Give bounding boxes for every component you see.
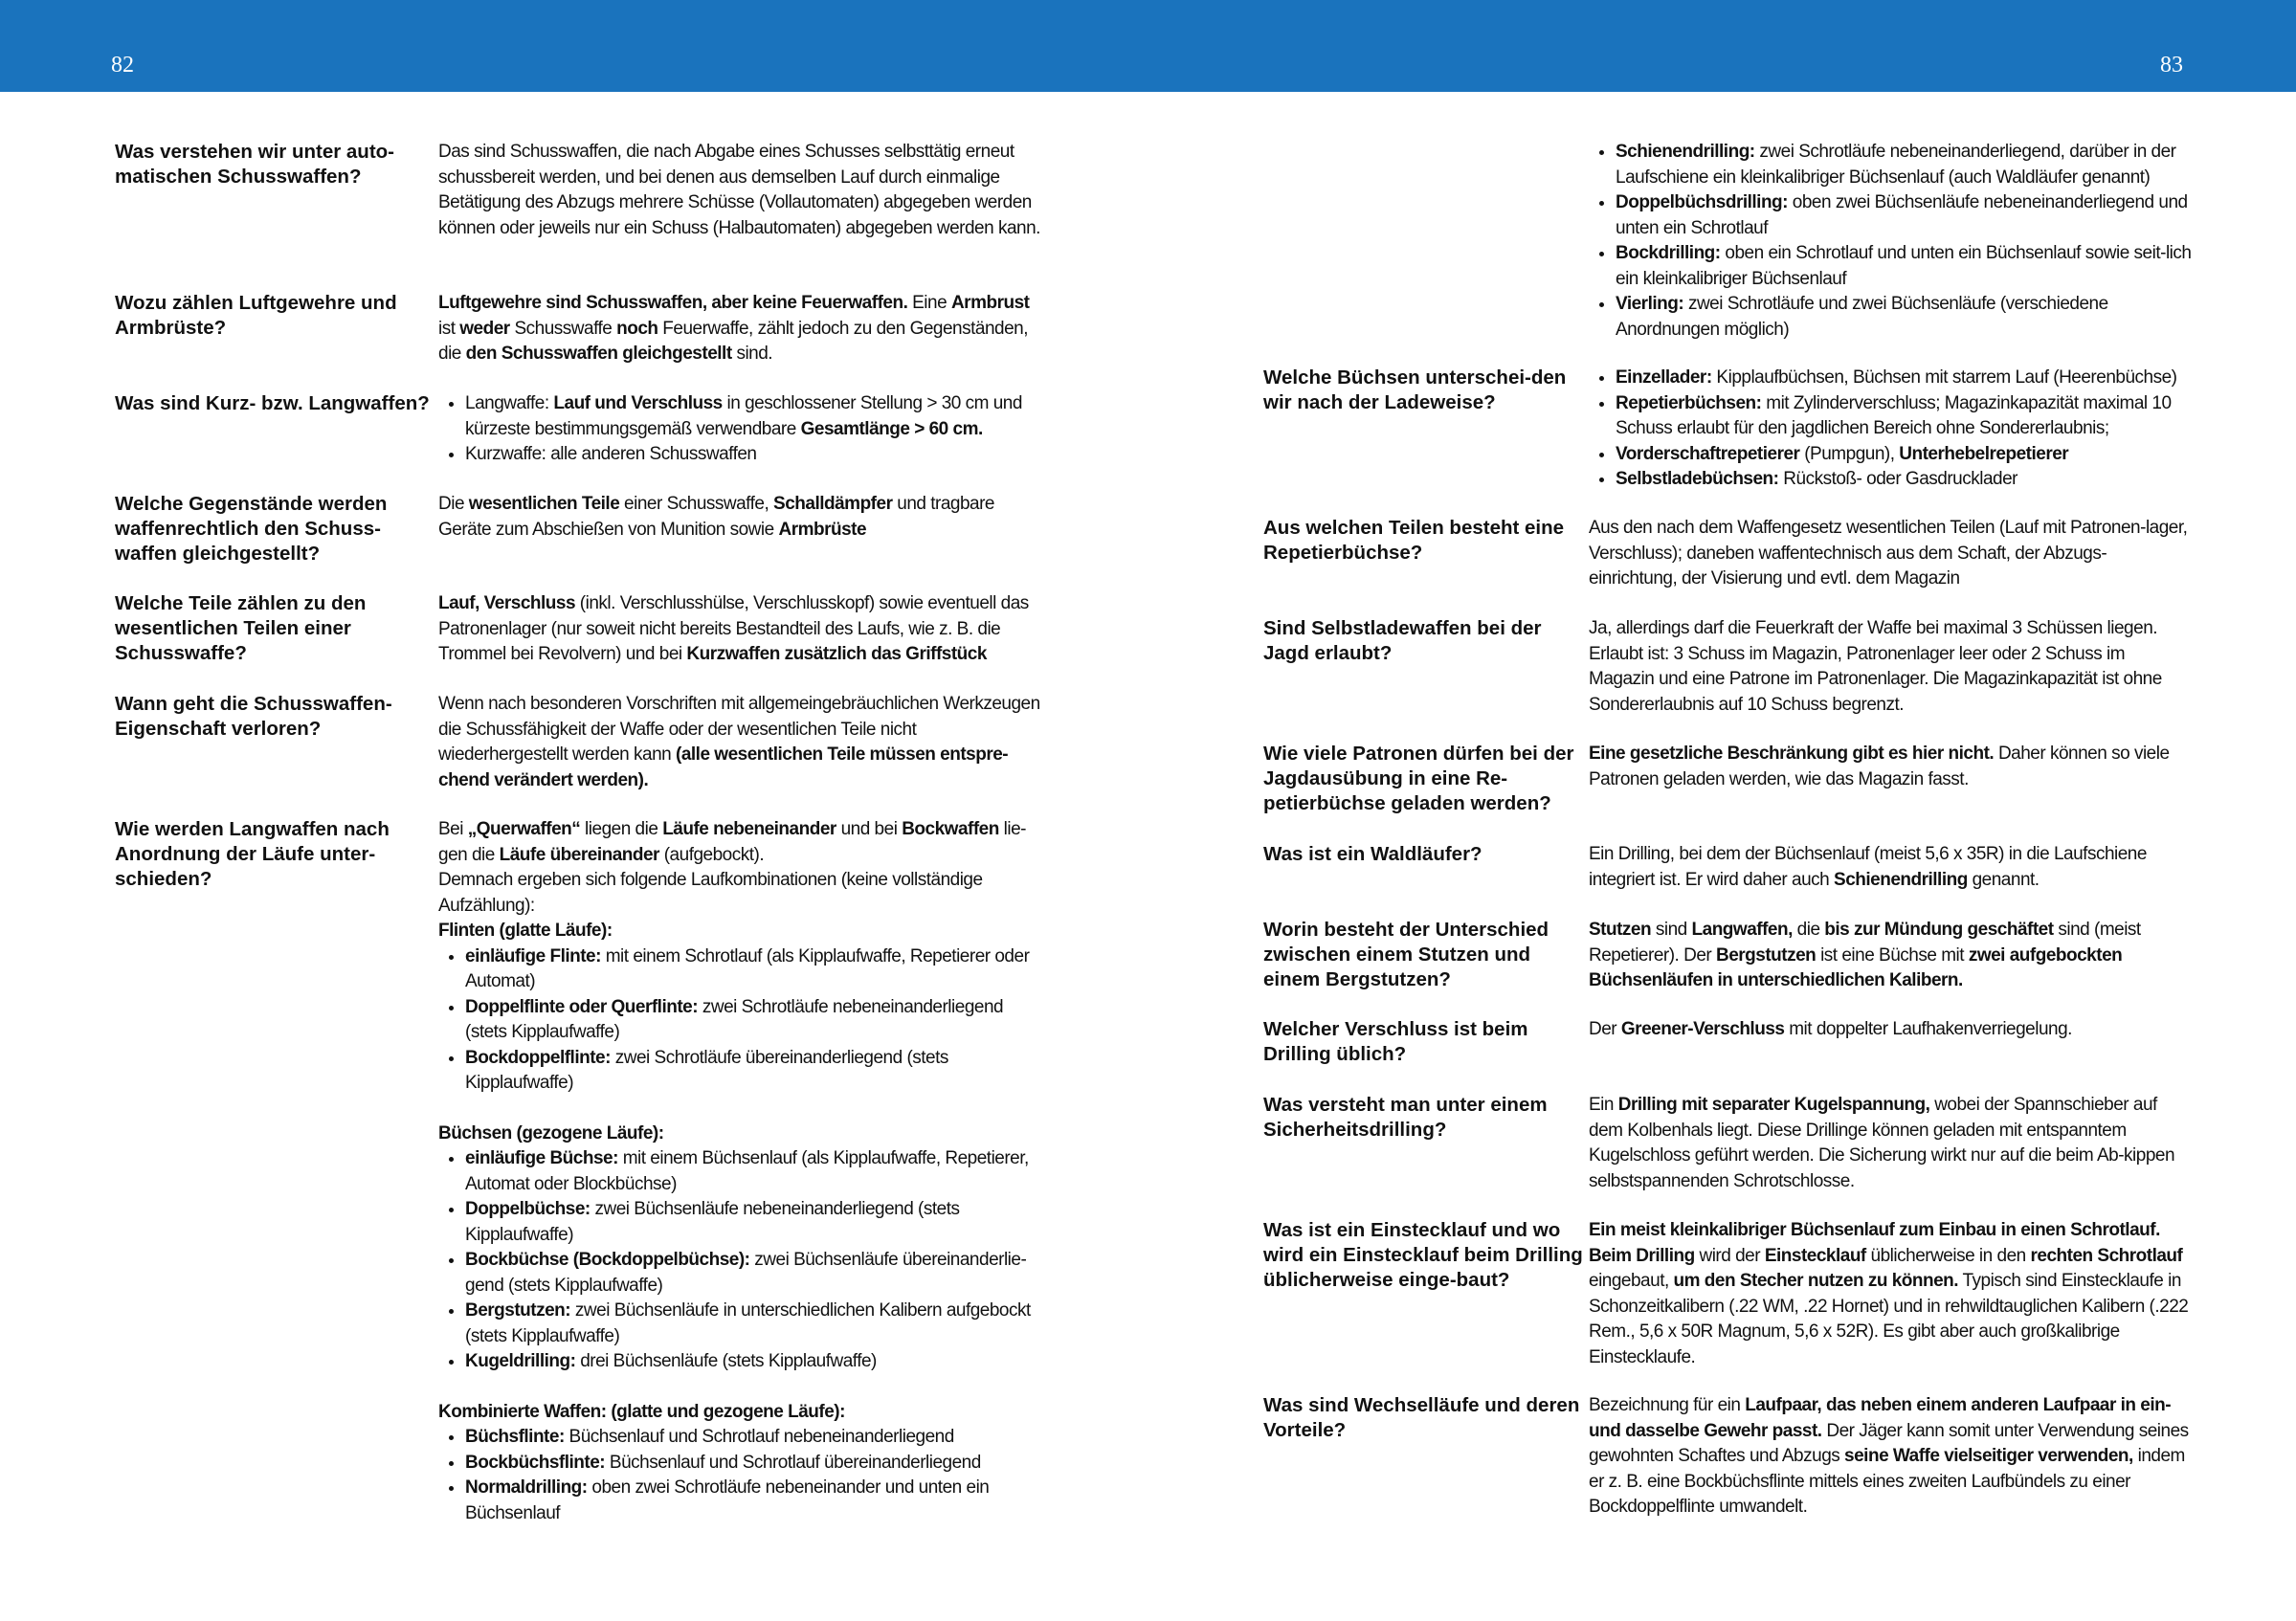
list-item: • Bergstutzen: zwei Büchsenläufe in unterschiedlichen Kalibern aufgebockt (stets Kipplaufwaffe) [465, 1299, 1041, 1349]
list-item: • Doppelbüchse: zwei Büchsenläufe nebeneinanderliegend (stets Kipplaufwaffe) [465, 1197, 1041, 1248]
question: Sind Selbstladewaffen bei der Jagd erlaubt? [1263, 617, 1542, 664]
answer: Bezeichnung für ein Laufpaar, das neben einem anderen Laufpaar in ein-und dasselbe Gewehr passt. Der Jäger kann somit unter Verwendung seines gewohnten Schaftes und Abzugs seine Waffe vielseitiger verwenden, indem er z. B. eine Bockbüchsflinte mittels eines zweiten Laufbündels zu einer Bockdoppelflinte umwandelt. [1589, 1395, 2189, 1517]
question: Wozu zählen Luftgewehre und Armbrüste? [115, 292, 397, 339]
answer: Die wesentlichen Teile einer Schusswaffe, Schalldämpfer und tragbare Geräte zum Abschießen von Munition sowie Armbrüste [438, 494, 994, 540]
question: Was sind Kurz- bzw. Langwaffen? [115, 392, 430, 414]
question: Welche Büchsen unterschei-den wir nach der Ladeweise? [1263, 366, 1567, 413]
list-item: • Kurzwaffe: alle anderen Schusswaffen [465, 442, 1041, 468]
list-item: • Vierling: zwei Schrotläufe und zwei Büchsenläufe (verschiedene Anordnungen möglich) [1616, 292, 2192, 343]
answer-text: Eine [907, 293, 951, 313]
answer-bold: Luftgewehre sind Schusswaffen, aber keine Feuerwaffen. [438, 293, 908, 313]
answer-text: ist [438, 318, 460, 339]
list-item: • Bockbüchsflinte: Büchsenlauf und Schrotlauf übereinanderliegend [465, 1451, 1041, 1477]
answer [438, 391, 1041, 468]
qa-block-drilling-types-cont [1263, 140, 2192, 343]
answer [1589, 140, 2192, 343]
question: Worin besteht der Unterschied zwischen einem Stutzen und einem Bergstutzen? [1263, 919, 1549, 990]
question: Wie werden Langwaffen nach Anordnung der Läufe unter-schieden? [115, 818, 390, 890]
qa-block-loading-types [1263, 366, 2192, 493]
question: Wann geht die Schusswaffen-Eigenschaft verloren? [115, 693, 392, 740]
page-number-right: 83 [2160, 53, 2183, 78]
answer: Ein Drilling mit separater Kugelspannung, wobei der Spannschieber auf dem Kolbenhals liegt. Diese Drillinge können geladen mit entspanntem Kugelschloss geführt werden. Die Sicherung wirkt nur auf die beim Ab-kippen selbstspannenden Schrotschlosse. [1589, 1095, 2175, 1191]
answer: Der Greener-Verschluss mit doppelter Laufhakenverriegelung. [1589, 1019, 2072, 1039]
header-bar [0, 0, 2296, 92]
answer-text: sind. [731, 344, 773, 364]
question: Was ist ein Waldläufer? [1263, 843, 1482, 865]
question: Was verstehen wir unter auto-matischen Schusswaffen? [115, 141, 394, 188]
list-item: • Kugeldrilling: drei Büchsenläufe (stets Kipplaufwaffe) [465, 1349, 1041, 1375]
answer-text: Schusswaffe [509, 318, 617, 339]
list-item: • Büchsflinte: Büchsenlauf und Schrotlauf nebeneinanderliegend [465, 1425, 1041, 1451]
qa-block-equivalent-items [115, 492, 1041, 566]
qa-block-drilling-lock [1263, 1017, 2192, 1067]
question [1263, 140, 1589, 343]
answer: Das sind Schusswaffen, die nach Abgabe eines Schusses selbsttätig erneut schussbereit werden, und bei denen aus demselben Lauf durch einmalige Betätigung des Abzugs mehrere Schüsse (Vollautomaten) abgegeben werden können oder jeweils nur ein Schuss (Halbautomaten) abgegeben werden kann. [438, 142, 1040, 238]
list-item: • Doppelbüchsdrilling: oben zwei Büchsenläufe nebeneinanderliegend und unten ein Schrotlauf [1616, 190, 2192, 241]
qa-block-barrel-arrangement [115, 817, 1041, 1526]
answer: Lauf, Verschluss (inkl. Verschlusshülse, Verschlusskopf) sowie eventuell das Patronenlager (nur soweit nicht bereits Bestandteil des Laufs, wie z. B. die Trommel bei Revolvern) und bei Kurzwaffen zusätzlich das Griffstück [438, 593, 1029, 664]
group-title: Kombinierte Waffen: (glatte und gezogene Läufe): [438, 1401, 845, 1422]
list-item: • Schienendrilling: zwei Schrotläufe nebeneinanderliegend, darüber in der Laufschiene ein kleinkalibriger Büchsenlauf (auch Waldläufer genannt) [1616, 140, 2192, 190]
list-item: • Doppelflinte oder Querflinte: zwei Schrotläufe nebeneinanderliegend (stets Kipplaufwaffe) [465, 995, 1041, 1046]
question: Aus welchen Teilen besteht eine Repetierbüchse? [1263, 517, 1565, 564]
list-item: • Langwaffe: Lauf und Verschluss in geschlossener Stellung > 30 cm und kürzeste bestimmungsgemäß verwendbare Gesamtlänge > 60 cm. [465, 391, 1041, 442]
list-item: • Selbstladebüchsen: Rückstoß- oder Gasdrucklader [1616, 467, 2192, 493]
answer: Aus den nach dem Waffengesetz wesentlichen Teilen (Lauf mit Patronen-lager, Verschluss); daneben waffentechnisch aus dem Schaft, der Abzugs-einrichtung, der Visierung und evtl. dem Magazin [1589, 518, 2188, 588]
list-item: • Bockbüchse (Bockdoppelbüchse): zwei Büchsenläufe übereinanderlie-gend (stets Kipplaufwaffe) [465, 1248, 1041, 1299]
page-number-left: 82 [111, 53, 134, 78]
list-item: • Bockdoppelflinte: zwei Schrotläufe übereinanderliegend (stets Kipplaufwaffe) [465, 1046, 1041, 1097]
question: Welcher Verschluss ist beim Drilling üblich? [1263, 1018, 1528, 1065]
list-item: • einläufige Flinte: mit einem Schrotlauf (als Kipplaufwaffe, Repetierer oder Automat) [465, 944, 1041, 995]
question: Was sind Wechselläufe und deren Vorteile? [1263, 1394, 1580, 1441]
group-title: Büchsen (gezogene Läufe): [438, 1122, 664, 1144]
qa-block-essential-parts [115, 591, 1041, 668]
qa-block-safety-drilling [1263, 1093, 2192, 1194]
answer-bold: Armbrust [950, 293, 1030, 313]
qa-block-stutzen [1263, 918, 2192, 994]
question: Welche Gegenstände werden waffenrechtlich den Schuss-waffen gleichgestellt? [115, 493, 388, 565]
answer-text: Feuerwaffe, zählt jedoch zu den Gegenständen, die [438, 318, 1029, 364]
group-title: Flinten (glatte Läufe): [438, 921, 613, 941]
list-item: • Repetierbüchsen: mit Zylinderverschluss; Magazinkapazität maximal 10 Schuss erlaubt für den jagdlichen Bereich ohne Sondererlaubnis; [1616, 391, 2192, 442]
answer-bold: den Schusswaffen gleichgestellt [465, 344, 732, 364]
intro-text: Demnach ergeben sich folgende Laufkombinationen (keine vollständige Aufzählung): [438, 870, 983, 916]
qa-block-semi-auto [1263, 616, 2192, 718]
answer: Ein meist kleinkalibriger Büchsenlauf zum Einbau in einen Schrotlauf. Beim Drilling wird der Einstecklauf üblicherweise in den rechten Schrotlauf eingebaut, um den Stecher nutzen zu können. Typisch sind Einstecklaufe in Schonzeitkalibern (.22 WM, .22 Hornet) und in rehwildtauglichen Kalibern (.222 Rem., 5,6 x 50R Magnum, 5,6 x 52R). Es gibt aber auch großkalibrige Einstecklaufe. [1589, 1220, 2189, 1367]
qa-block-insert-barrel [1263, 1218, 2192, 1370]
qa-block-repeater-parts [1263, 516, 2192, 592]
question: Wie viele Patronen dürfen bei der Jagdausübung in eine Re-petierbüchse geladen werden? [1263, 743, 1574, 814]
question: Was ist ein Einstecklauf und wo wird ein Einstecklauf beim Drilling üblicherweise einge-baut? [1263, 1219, 1583, 1291]
qa-block-short-long-weapons [115, 391, 1041, 468]
qa-block-interchangeable-barrels [1263, 1393, 2192, 1521]
question: Was versteht man unter einem Sicherheitsdrilling? [1263, 1094, 1548, 1141]
answer: Eine gesetzliche Beschränkung gibt es hier nicht. Daher können so viele Patronen geladen werden, wie das Magazin fasst. [1589, 744, 2170, 789]
qa-block-cartridge-count [1263, 742, 2192, 816]
list-item: • Normaldrilling: oben zwei Schrotläufe nebeneinander und unten ein Büchsenlauf [465, 1476, 1041, 1526]
answer-bold: noch [616, 318, 658, 339]
question: Welche Teile zählen zu den wesentlichen Teilen einer Schusswaffe? [115, 592, 367, 664]
answer [1589, 366, 2192, 493]
answer: Stutzen sind Langwaffen, die bis zur Mündung geschäftet sind (meist Repetierer). Der Bergstutzen ist eine Büchse mit zwei aufgebockten Büchsenläufen in unterschiedlichen Kalibern. [1589, 920, 2141, 990]
list-item: • Einzellader: Kipplaufbüchsen, Büchsen mit starrem Lauf (Heerenbüchse) [1616, 366, 2192, 391]
answer [438, 291, 1041, 367]
list-item: • Bockdrilling: oben ein Schrotlauf und unten ein Büchsenlauf sowie seit-lich ein kleinkalibriger Büchsenlauf [1616, 241, 2192, 292]
qa-block-lost-property [115, 692, 1041, 793]
qa-block-automatic-weapons [115, 140, 1041, 241]
list-item: • Vorderschaftrepetierer (Pumpgun), Unterhebelrepetierer [1616, 442, 2192, 468]
list-item: • einläufige Büchse: mit einem Büchsenlauf (als Kipplaufwaffe, Repetierer, Automat oder Blockbüchse) [465, 1146, 1041, 1197]
answer: Ja, allerdings darf die Feuerkraft der Waffe bei maximal 3 Schüssen liegen. Erlaubt ist: 3 Schuss im Magazin, Patronenlager leer oder 2 Schuss im Magazin und eine Patrone im Patronenlager. Die Magazinkapazität ist ohne Sondererlaubnis auf 10 Schuss begrenzt. [1589, 618, 2162, 715]
qa-block-air-rifles [115, 291, 1041, 367]
answer: Ein Drilling, bei dem der Büchsenlauf (meist 5,6 x 35R) in die Laufschiene integriert ist. Er wird daher auch Schienendrilling genannt. [1589, 844, 2147, 890]
answer: Bei „Querwaffen“ liegen die Läufe nebeneinander und bei Bockwaffen lie-gen die Läufe übereinander (aufgebockt). Demnach ergeben sich folgende Laufkombinationen (keine vollständige Aufzählung): Flinten (glatte Läufe): • einläufige Flinte: mit einem Schrotlauf (als Kipplaufwaffe, Repetierer oder Automat) • Doppelflinte oder Querflinte: zwei Schrotläufe nebeneinanderliegend (stets Kipplaufwaffe) • Bockdoppelflinte: zwei Schrotläufe übereinanderliegend (stets Kipplaufwaffe) Büchsen (gezogene Läufe): • einläufige Büchse: mit einem Büchsenlauf (als Kipplaufwaffe, Repetierer, Automat oder Blockbüchse) • Doppelbüchse: zwei Büchsenläufe nebeneinanderliegend (stets Kipplaufwaffe) • Bockbüchse (Bockdoppelbüchse): zwei Büchsenläufe übereinanderlie-gend (stets Kipplaufwaffe) • Bergstutzen: zwei Büchsenläufe in unterschiedlichen Kalibern aufgebockt (stets Kipplaufwaffe) • Kugeldrilling: drei Büchsenläufe (stets Kipplaufwaffe) Kombinierte Waffen: (glatte und gezogene Läufe): • Büchsflinte: Büchsenlauf und Schrotlauf nebeneinanderliegend • Bockbüchsflinte: Büchsenlauf und Schrotlauf übereinanderliegend • Normaldrilling: oben zwei Schrotläufe nebeneinander und unten ein Büchsenlauf [438, 817, 1041, 1526]
answer: Wenn nach besonderen Vorschriften mit allgemeingebräuchlichen Werkzeugen die Schussfähigkeit der Waffe oder der wesentlichen Teile nicht wiederhergestellt werden kann (alle wesentlichen Teile müssen entspre-chend verändert werden). [438, 694, 1040, 790]
answer-bold: weder [459, 318, 510, 339]
qa-block-waldlaeufer [1263, 842, 2192, 893]
